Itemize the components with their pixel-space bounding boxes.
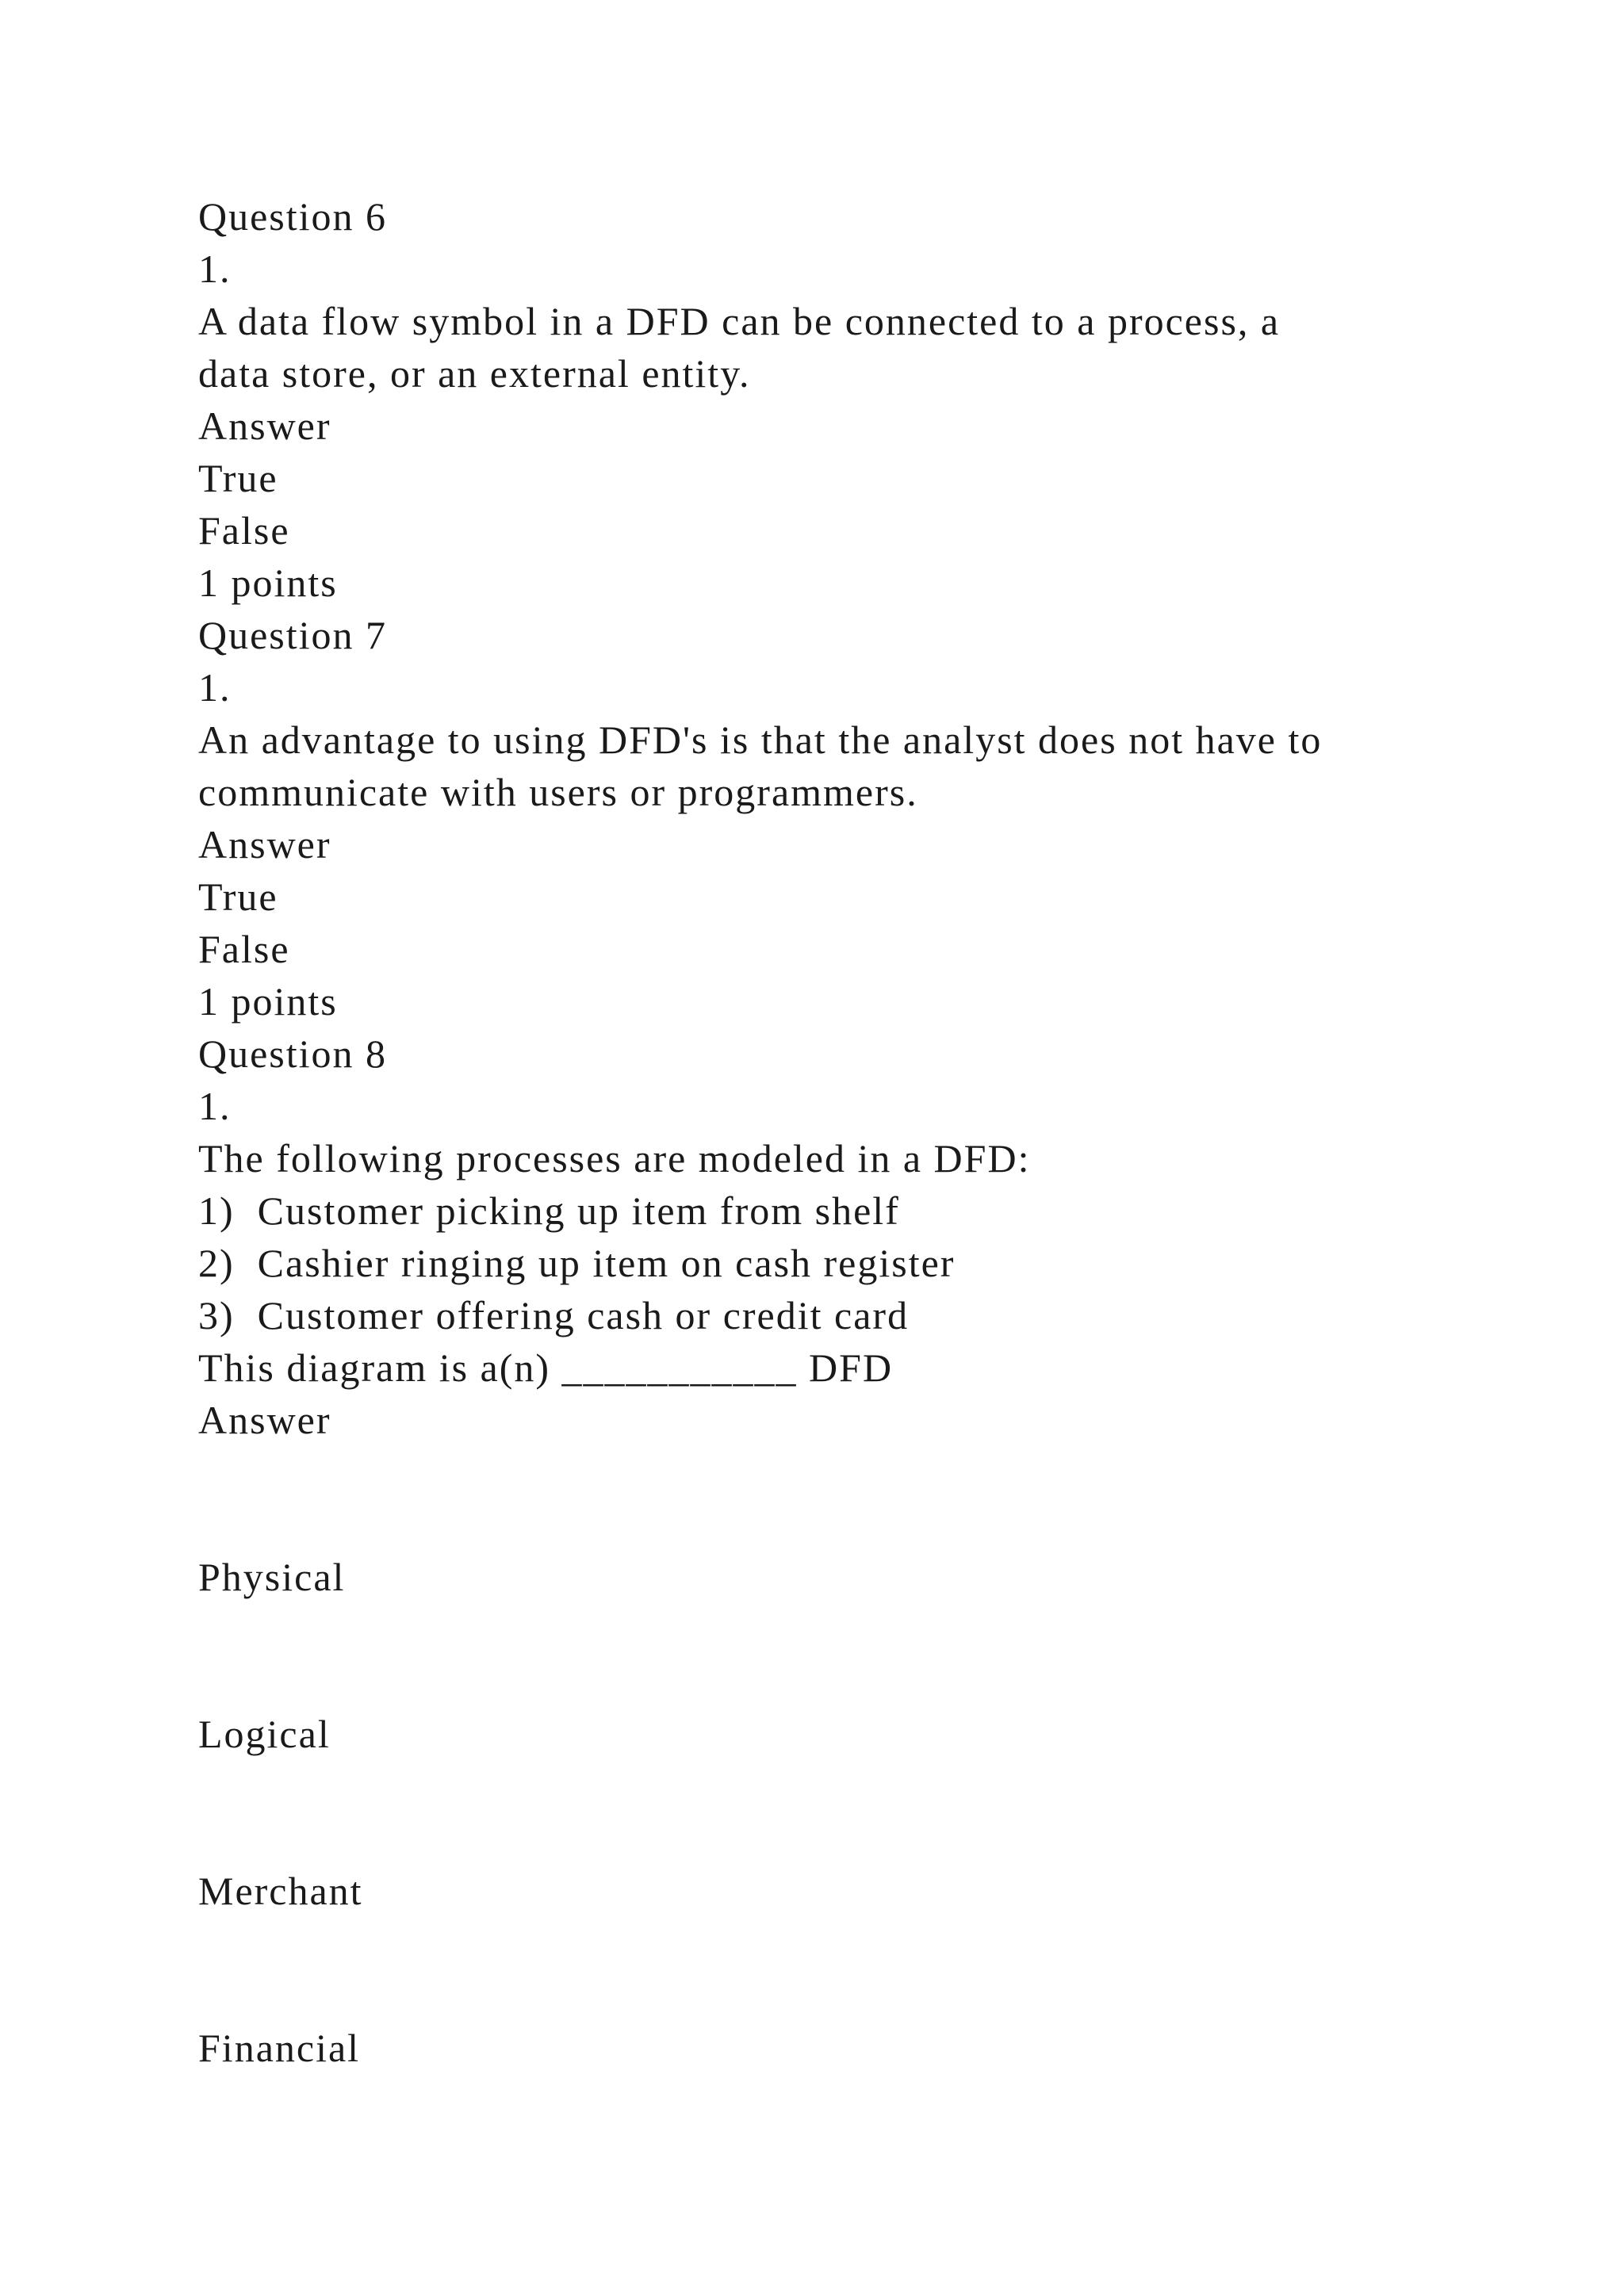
question-title: Question 6 xyxy=(198,194,388,239)
question-text-line: 3) Customer offering cash or credit card xyxy=(198,1293,910,1337)
question-text-line: A data flow symbol in a DFD can be connected to a process, a xyxy=(198,299,1281,343)
question-points: 1 points xyxy=(198,979,338,1024)
answer-option-logical[interactable]: Logical xyxy=(198,1712,331,1756)
question-text-line: 1) Customer picking up item from shelf xyxy=(198,1188,900,1233)
question-number: 1. xyxy=(198,247,232,291)
document-page xyxy=(198,190,1546,2074)
answer-label: Answer xyxy=(198,822,331,867)
answer-option-physical[interactable]: Physical xyxy=(198,1555,346,1599)
question-6 xyxy=(198,190,1546,609)
question-text-line: This diagram is a(n) ___________ DFD xyxy=(198,1345,894,1390)
question-number: 1. xyxy=(198,665,232,710)
question-8 xyxy=(198,1027,1546,2074)
question-7 xyxy=(198,609,1546,1027)
answer-label: Answer xyxy=(198,1398,331,1442)
answer-option-false[interactable]: False xyxy=(198,927,290,971)
question-text-line: communicate with users or programmers. xyxy=(198,770,918,814)
question-title: Question 8 xyxy=(198,1031,388,1076)
question-text-line: The following processes are modeled in a DFD: xyxy=(198,1136,1031,1181)
answer-label: Answer xyxy=(198,404,331,448)
question-number: 1. xyxy=(198,1084,232,1128)
question-text-line: 2) Cashier ringing up item on cash register xyxy=(198,1241,956,1285)
question-text-line: data store, or an external entity. xyxy=(198,351,751,396)
answer-option-financial[interactable]: Financial xyxy=(198,2026,361,2070)
answer-option-true[interactable]: True xyxy=(198,874,278,919)
question-text-line: An advantage to using DFD's is that the analyst does not have to xyxy=(198,718,1323,762)
answer-option-false[interactable]: False xyxy=(198,508,290,553)
question-title: Question 7 xyxy=(198,613,388,657)
answer-option-true[interactable]: True xyxy=(198,456,278,500)
answer-option-merchant[interactable]: Merchant xyxy=(198,1869,363,1913)
question-points: 1 points xyxy=(198,561,338,605)
